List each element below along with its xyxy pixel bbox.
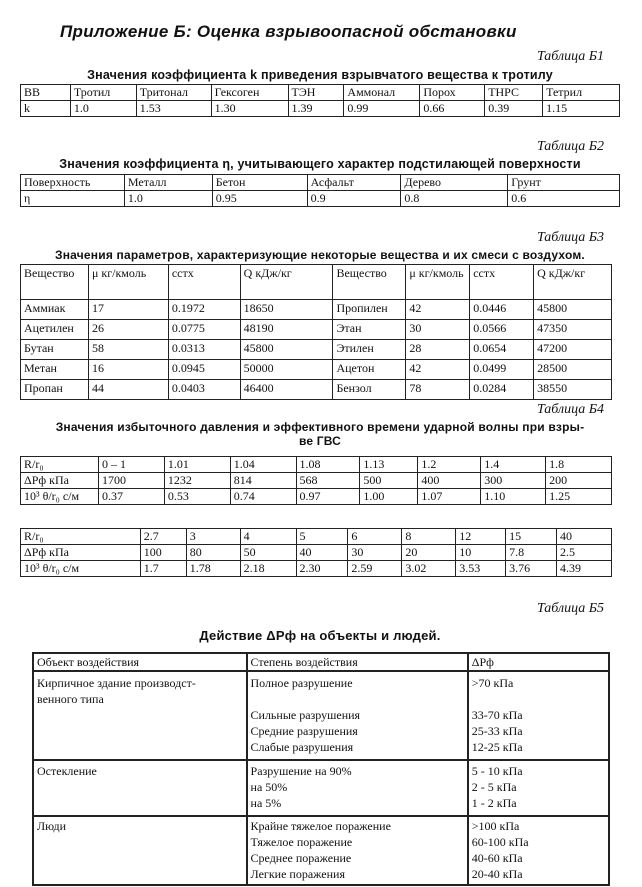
table-row: [21, 457, 612, 473]
table-b2-caption: Значения коэффициента η, учитывающего характер подстилающей поверхности: [59, 157, 581, 171]
table-cell: 80: [186, 545, 240, 561]
column-header: μ кг/кмоль: [406, 265, 470, 300]
table-cell: 7.8: [506, 545, 557, 561]
table-cell: 1.0: [124, 191, 212, 207]
table-cell: Металл: [124, 175, 212, 191]
table-cell: 0.1972: [168, 300, 240, 320]
value-line: 20-40 кПа: [471, 867, 523, 881]
table-cell: 1.04: [230, 457, 296, 473]
column-header: Вещество: [333, 265, 406, 300]
table-b4-part2: [20, 528, 612, 577]
table-cell: [247, 816, 468, 885]
table-cell: R/r₀: [21, 457, 99, 473]
table-cell: Тритонал: [136, 85, 211, 101]
table-cell: Гексоген: [211, 85, 288, 101]
column-header: Вещество: [21, 265, 89, 300]
table-cell: 28: [406, 340, 470, 360]
table-cell: Ацетон: [333, 360, 406, 380]
table-row: [21, 489, 612, 505]
table-cell: Аммиак: [21, 300, 89, 320]
table-cell: 1.01: [164, 457, 230, 473]
degree-line: на 5%: [250, 796, 282, 810]
table-cell: 58: [88, 340, 168, 360]
column-header: Q кДж/кг: [240, 265, 333, 300]
table-cell: Дерево: [401, 175, 508, 191]
table-cell: Грунт: [508, 175, 620, 191]
table-cell: 1.2: [418, 457, 481, 473]
value-line: >70 кПа: [471, 676, 514, 690]
column-header: cстх: [470, 265, 534, 300]
table-row: [21, 300, 612, 320]
table-cell: 47200: [534, 340, 612, 360]
value-line: 33-70 кПа: [471, 708, 523, 722]
table-cell: [247, 671, 468, 760]
table-cell: 0.0945: [168, 360, 240, 380]
table-cell: 1.8: [546, 457, 612, 473]
table-cell: 18650: [240, 300, 333, 320]
table-b2-label: Таблица Б2: [537, 139, 605, 154]
table-cell: 20: [402, 545, 456, 561]
table-row: [33, 816, 609, 885]
value-line: 60-100 кПа: [471, 835, 529, 849]
table-cell: 46400: [240, 380, 333, 400]
table-cell: 3: [186, 529, 240, 545]
value-line: 5 - 10 кПа: [471, 764, 523, 778]
column-header: cстх: [168, 265, 240, 300]
table-cell: 44: [88, 380, 168, 400]
table-cell: 38550: [534, 380, 612, 400]
table-cell: 2.7: [140, 529, 186, 545]
degree-line: на 50%: [250, 780, 288, 794]
table-row: [21, 545, 612, 561]
table-cell: 0.0775: [168, 320, 240, 340]
table-cell: 2.30: [296, 561, 348, 577]
table-cell: 26: [88, 320, 168, 340]
table-cell: 42: [406, 300, 470, 320]
table-cell: 4.39: [557, 561, 612, 577]
table-cell: 0.95: [212, 191, 307, 207]
table-row: [21, 561, 612, 577]
value-line: >100 кПа: [471, 819, 520, 833]
table-row: [33, 760, 609, 816]
table-cell: Бетон: [212, 175, 307, 191]
table-cell: 0.74: [230, 489, 296, 505]
table-cell: 1232: [164, 473, 230, 489]
table-row: [21, 380, 612, 400]
table-cell: 0.0654: [470, 340, 534, 360]
table-cell: 5: [296, 529, 348, 545]
table-cell: 40: [557, 529, 612, 545]
degree-line: Полное разрушение: [250, 676, 353, 690]
table-b4-part1: [20, 456, 612, 505]
caption-line: Значения избыточного давления и эффективного времени ударной волны при взры-: [55, 420, 585, 434]
table-row: [21, 360, 612, 380]
table-cell: 0.0446: [470, 300, 534, 320]
table-cell: 0.8: [401, 191, 508, 207]
table-b1-caption: Значения коэффициента k приведения взрывчатого вещества к тротилу: [87, 68, 553, 82]
table-cell: 50: [240, 545, 296, 561]
table-cell: Асфальт: [307, 175, 401, 191]
table-cell: 0.0403: [168, 380, 240, 400]
table-cell: 0.6: [508, 191, 620, 207]
table-row: [21, 320, 612, 340]
column-header: Объект воздействия: [33, 653, 247, 671]
table-cell: 0.0566: [470, 320, 534, 340]
table-row: [21, 85, 620, 101]
table-cell: 200: [546, 473, 612, 489]
table-cell: ΔPф кПа: [21, 473, 99, 489]
table-cell: 4: [240, 529, 296, 545]
value-line: 1 - 2 кПа: [471, 796, 517, 810]
table-cell: 300: [481, 473, 546, 489]
table-b5: [32, 652, 610, 886]
table-cell: Поверхность: [21, 175, 125, 191]
table-cell: R/r₀: [21, 529, 141, 545]
table-cell: [247, 760, 468, 816]
table-cell: 1700: [98, 473, 164, 489]
table-cell: Аммонал: [344, 85, 420, 101]
table-cell: 2.18: [240, 561, 296, 577]
table-cell: Метан: [21, 360, 89, 380]
table-header-row: [21, 265, 612, 300]
table-cell: [468, 671, 609, 760]
table-cell: [33, 671, 247, 760]
object-line: Люди: [37, 819, 67, 833]
table-cell: 45800: [240, 340, 333, 360]
table-cell: 28500: [534, 360, 612, 380]
degree-line: Средние разрушения: [250, 724, 358, 738]
table-cell: Этилен: [333, 340, 406, 360]
table-cell: 0.99: [344, 101, 420, 117]
table-cell: 0.0313: [168, 340, 240, 360]
table-cell: 16: [88, 360, 168, 380]
table-cell: 45800: [534, 300, 612, 320]
column-header: Q кДж/кг: [534, 265, 612, 300]
table-b3-label: Таблица Б3: [537, 230, 605, 245]
table-row: [33, 671, 609, 760]
degree-line: Сильные разрушения: [250, 708, 361, 722]
table-cell: 0 – 1: [98, 457, 164, 473]
table-b4-caption: [20, 420, 620, 448]
table-cell: 500: [360, 473, 418, 489]
object-line: венного типа: [37, 692, 104, 706]
table-cell: 17: [88, 300, 168, 320]
table-cell: 1.4: [481, 457, 546, 473]
table-cell: Пропилен: [333, 300, 406, 320]
table-cell: 40: [296, 545, 348, 561]
table-cell: [468, 760, 609, 816]
table-cell: 10: [456, 545, 506, 561]
table-cell: Тротил: [70, 85, 136, 101]
table-cell: ТНРС: [485, 85, 543, 101]
table-cell: 15: [506, 529, 557, 545]
table-cell: Тетрил: [543, 85, 620, 101]
table-cell: 3.02: [402, 561, 456, 577]
table-cell: 0.39: [485, 101, 543, 117]
table-cell: 0.37: [98, 489, 164, 505]
table-cell: Пропан: [21, 380, 89, 400]
table-row: [21, 101, 620, 117]
table-header-row: [33, 653, 609, 671]
table-b3-caption: Значения параметров, характеризующие некоторые вещества и их смеси с воздухом.: [55, 248, 585, 262]
table-cell: ТЭН: [288, 85, 344, 101]
table-cell: 100: [140, 545, 186, 561]
degree-line: Тяжелое поражение: [250, 835, 353, 849]
table-cell: [33, 816, 247, 885]
table-cell: 1.13: [360, 457, 418, 473]
table-cell: 2.5: [557, 545, 612, 561]
table-cell: 50000: [240, 360, 333, 380]
page-title: Приложение Б: Оценка взрывоопасной обстановки: [60, 22, 517, 41]
table-cell: ВВ: [21, 85, 71, 101]
table-cell: 1.0: [70, 101, 136, 117]
table-cell: k: [21, 101, 71, 117]
table-b4-label: Таблица Б4: [537, 402, 605, 417]
table-row: [21, 473, 612, 489]
table-b5-caption: Действие ΔPф на объекты и людей.: [199, 628, 441, 643]
table-cell: Порох: [420, 85, 485, 101]
table-cell: 12: [456, 529, 506, 545]
table-cell: 0.0499: [470, 360, 534, 380]
table-cell: 1.7: [140, 561, 186, 577]
degree-line: Слабые разрушения: [250, 740, 354, 754]
table-cell: 0.9: [307, 191, 401, 207]
table-cell: 1.78: [186, 561, 240, 577]
degree-line: Легкие поражения: [250, 867, 345, 881]
table-row: [21, 191, 620, 207]
object-line: Кирпичное здание производст-: [37, 676, 196, 690]
table-cell: 10³ θ/r₀ с/м: [21, 489, 99, 505]
table-cell: 3.53: [456, 561, 506, 577]
table-cell: 1.15: [543, 101, 620, 117]
table-cell: 47350: [534, 320, 612, 340]
table-row: [21, 175, 620, 191]
degree-line: Среднее поражение: [250, 851, 352, 865]
value-line: 2 - 5 кПа: [471, 780, 517, 794]
table-cell: 48190: [240, 320, 333, 340]
table-cell: ΔPф кПа: [21, 545, 141, 561]
table-cell: 1.00: [360, 489, 418, 505]
table-cell: 400: [418, 473, 481, 489]
table-cell: 1.53: [136, 101, 211, 117]
table-row: [21, 340, 612, 360]
degree-line: Крайне тяжелое поражение: [250, 819, 391, 833]
table-cell: 42: [406, 360, 470, 380]
table-cell: 78: [406, 380, 470, 400]
table-cell: 1.10: [481, 489, 546, 505]
table-b1: [20, 84, 620, 117]
table-cell: 30: [406, 320, 470, 340]
column-header: Степень воздействия: [247, 653, 468, 671]
value-line: 25-33 кПа: [471, 724, 523, 738]
table-cell: 8: [402, 529, 456, 545]
table-cell: Бензол: [333, 380, 406, 400]
table-cell: 1.39: [288, 101, 344, 117]
table-cell: 1.25: [546, 489, 612, 505]
table-cell: 1.30: [211, 101, 288, 117]
table-cell: 30: [348, 545, 402, 561]
caption-line: ве ГВС: [298, 434, 342, 448]
table-cell: Этан: [333, 320, 406, 340]
value-line: [472, 691, 605, 707]
table-cell: 6: [348, 529, 402, 545]
table-b5-label: Таблица Б5: [537, 601, 605, 616]
table-b3: [20, 264, 612, 400]
degree-line: [251, 691, 464, 707]
table-cell: 0.53: [164, 489, 230, 505]
degree-line: Разрушение на 90%: [250, 764, 352, 778]
table-cell: 814: [230, 473, 296, 489]
table-cell: 10³ θ/r₀ с/м: [21, 561, 141, 577]
column-header: μ кг/кмоль: [88, 265, 168, 300]
column-header: ΔPф: [468, 653, 609, 671]
value-line: 40-60 кПа: [471, 851, 523, 865]
table-cell: 568: [296, 473, 360, 489]
table-b2: [20, 174, 620, 207]
table-cell: [468, 816, 609, 885]
table-cell: [33, 760, 247, 816]
table-cell: 3.76: [506, 561, 557, 577]
table-cell: 2.59: [348, 561, 402, 577]
table-b1-label: Таблица Б1: [537, 49, 605, 64]
table-cell: 1.08: [296, 457, 360, 473]
table-cell: 0.66: [420, 101, 485, 117]
table-cell: 0.0284: [470, 380, 534, 400]
table-cell: 1.07: [418, 489, 481, 505]
table-row: [21, 529, 612, 545]
table-cell: 0.97: [296, 489, 360, 505]
table-cell: η: [21, 191, 125, 207]
table-cell: Ацетилен: [21, 320, 89, 340]
object-line: Остекление: [37, 764, 97, 778]
value-line: 12-25 кПа: [471, 740, 523, 754]
table-cell: Бутан: [21, 340, 89, 360]
